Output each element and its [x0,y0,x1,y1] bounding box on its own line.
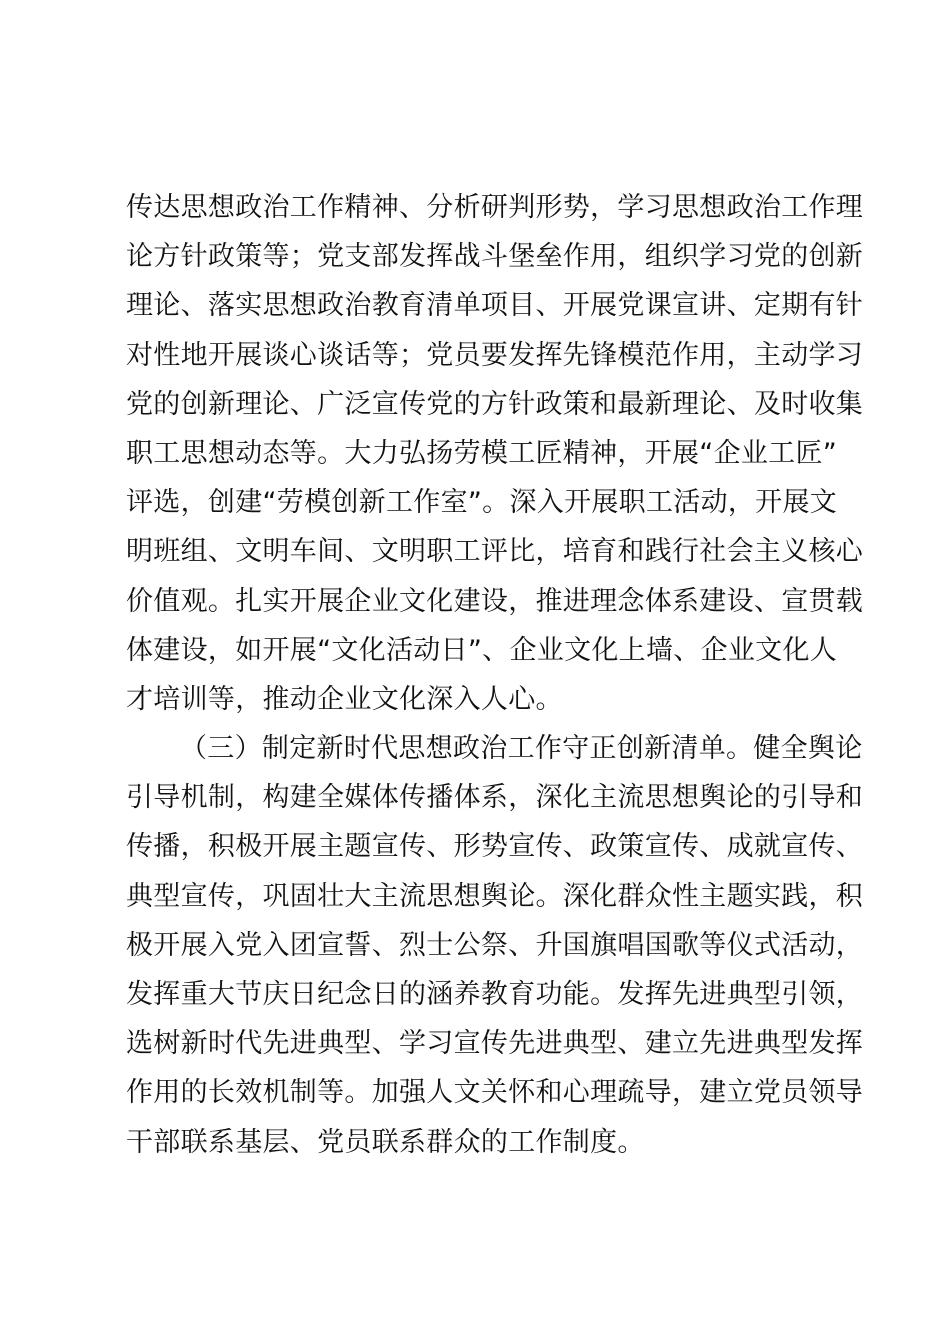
text-line: 作用的长效机制等。加强人文关怀和心理疏导，建立党员领导 [126,1077,864,1109]
section-heading-line: （三）制定新时代思想政治工作守正创新清单。健全舆论 [180,733,863,765]
paragraph-1 [126,183,864,724]
text-line: 传达思想政治工作精神、分析研判形势，学习思想政治工作理 [126,192,864,223]
text-line: 论方针政策等；党支部发挥战斗堡垒作用，组织学习党的创新 [126,241,864,273]
text-line: 职工思想动态等。大力弘扬劳模工匠精神，开展“企业工匠” [126,437,838,469]
paragraph-2 [126,724,864,1167]
text-line: 评选，创建“劳模创新工作室”。深入开展职工活动，开展文 [126,487,838,519]
text-line: 党的创新理论、广泛宣传党的方针政策和最新理论、及时收集 [126,388,864,420]
text-line: 引导机制，构建全媒体传播体系，深化主流思想舆论的引导和 [126,782,864,814]
text-line: 典型宣传，巩固壮大主流思想舆论。深化群众性主题实践，积 [126,880,864,912]
text-line: 对性地开展谈心谈话等；党员要发挥先锋模范作用，主动学习 [126,339,864,371]
text-line: 干部联系基层、党员联系群众的工作制度。 [126,1126,645,1158]
text-line: 明班组、文明车间、文明职工评比，培育和践行社会主义核心 [126,536,864,568]
text-line: 价值观。扎实开展企业文化建设，推进理念体系建设、宣贯载 [126,585,864,617]
body-text [126,183,864,1167]
text-line: 发挥重大节庆日纪念日的涵养教育功能。发挥先进典型引领， [126,979,864,1010]
text-line: 传播，积极开展主题宣传、形势宣传、政策宣传、成就宣传、 [126,831,864,863]
text-line: 选树新时代先进典型、学习宣传先进典型、建立先进典型发挥 [126,1028,864,1060]
text-line: 才培训等，推动企业文化深入人心。 [126,683,563,715]
text-line: 体建设，如开展“文化活动日”、企业文化上墙、企业文化人 [126,634,838,666]
text-line: 极开展入党入团宣誓、烈士公祭、升国旗唱国歌等仪式活动， [126,929,864,961]
text-line: 理论、落实思想政治教育清单项目、开展党课宣讲、定期有针 [126,290,864,322]
